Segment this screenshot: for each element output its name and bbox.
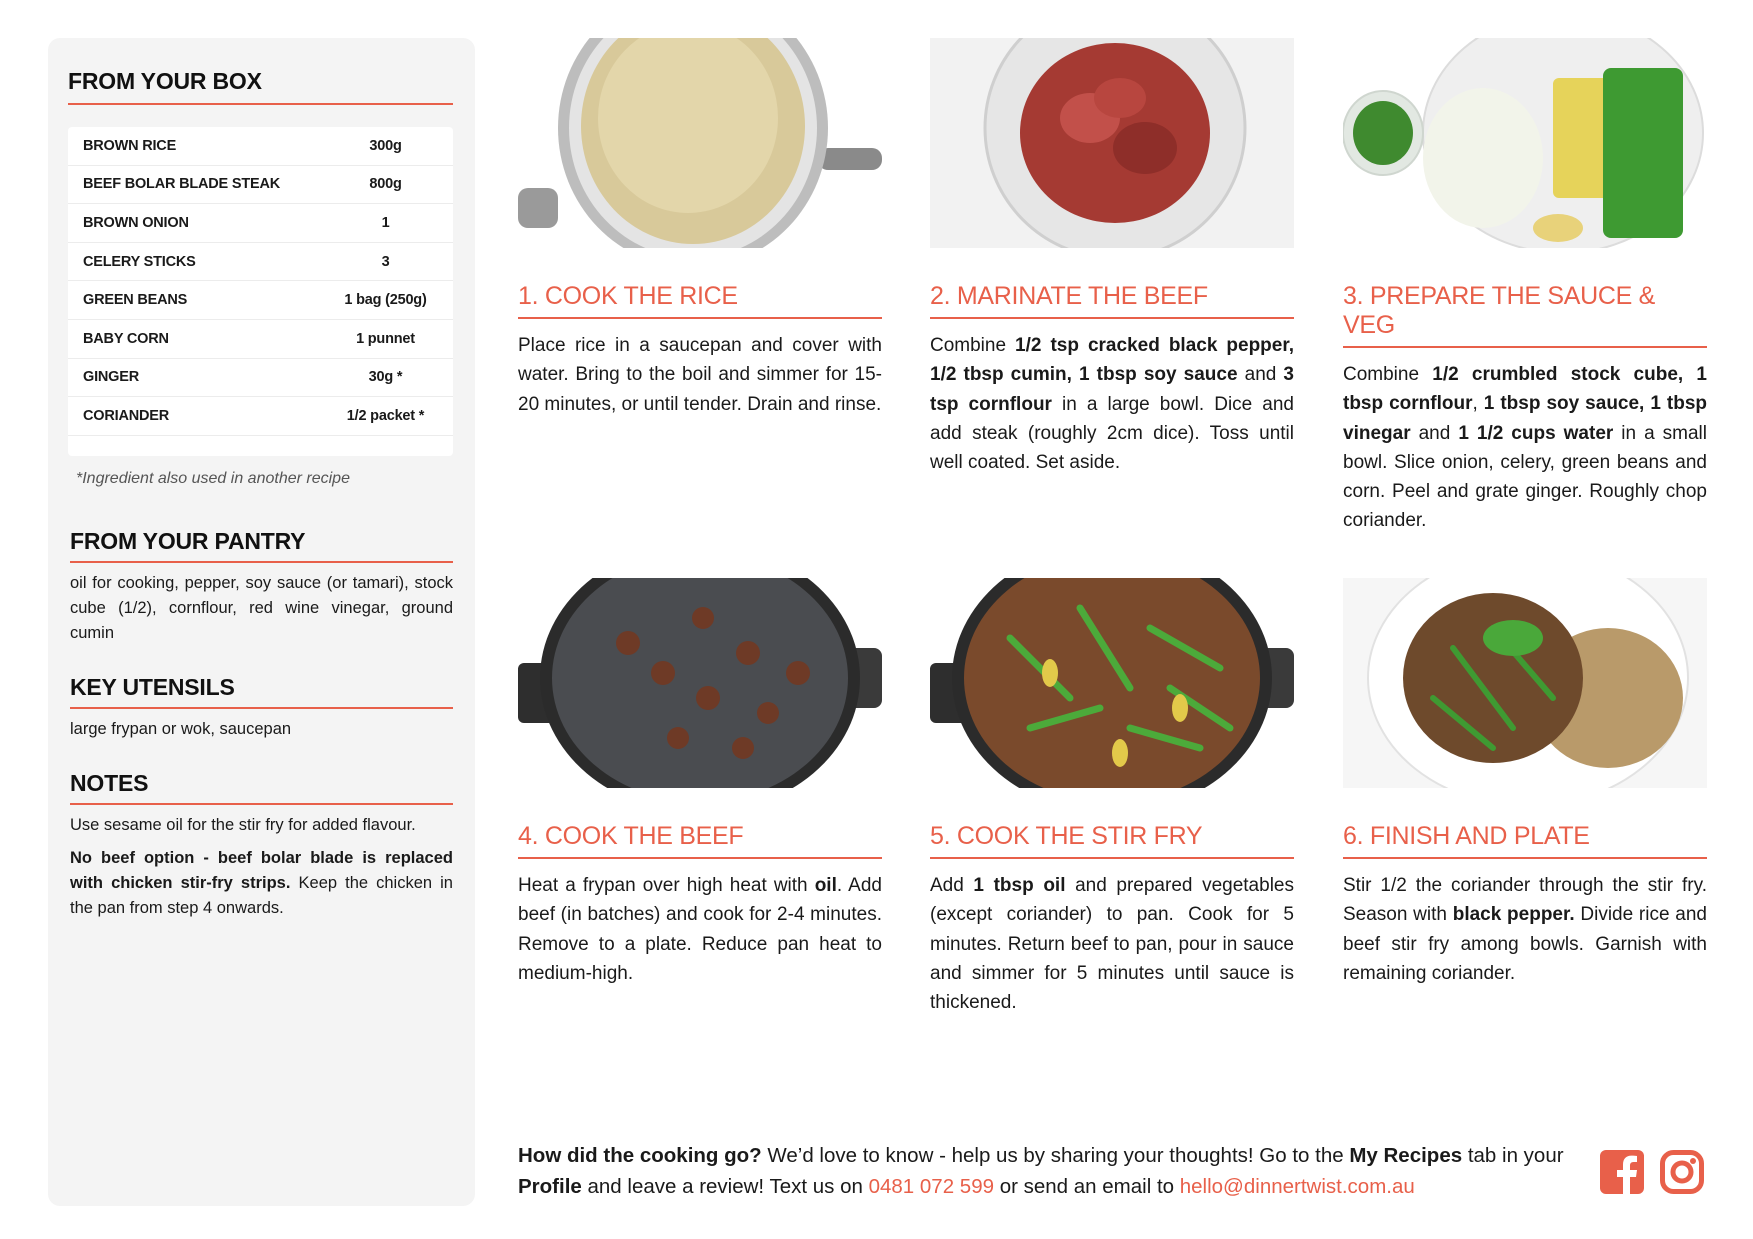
step-text-run: Place rice in a saucepan and cover with water. Bring to the boil and simmer for 15-20 minutes, or until tender. Drain and rinse.	[518, 335, 882, 415]
feedback-text: tab in your	[1462, 1144, 1564, 1167]
social-links	[1600, 1150, 1704, 1194]
step-text-bold: 1 1/2 cups water	[1458, 422, 1614, 444]
ingredient-name: GINGER	[83, 369, 139, 386]
step-5	[930, 578, 1294, 1017]
ingredient-row	[68, 166, 453, 205]
step-text-run: and	[1237, 364, 1284, 386]
step-6	[1343, 578, 1707, 988]
step-4	[518, 578, 882, 988]
step-text-run: Combine	[1343, 364, 1433, 385]
ingredient-name: BROWN RICE	[83, 137, 177, 154]
step-text-run: Stir 1/2 the coriander through the stir fry. Season with	[1343, 875, 1707, 926]
step-text-bold: 3 tsp cornflour	[930, 364, 1294, 415]
ingredient-qty: 300g	[369, 137, 402, 154]
step-text	[1343, 871, 1707, 988]
notes-section	[68, 770, 453, 921]
utensils-text: large frypan or wok, saucepan	[70, 719, 292, 738]
from-your-box-heading: FROM YOUR BOX	[68, 68, 453, 105]
step-text	[930, 331, 1294, 477]
step-text-run: Divide rice and beef stir fry among bowls. Garnish with remaining coriander.	[1343, 904, 1707, 984]
step-text-run: . Add beef (in batches) and cook for 2-4 minutes. Remove to a plate. Reduce pan heat to medium-high.	[518, 875, 882, 984]
ingredient-qty: 1	[381, 214, 390, 231]
step-text	[518, 871, 882, 988]
profile-label: Profile	[518, 1175, 582, 1198]
ingredient-name: CORIANDER	[83, 407, 170, 424]
step-3	[1343, 38, 1707, 536]
ingredients-panel	[48, 38, 475, 1206]
shared-ingredient-footnote: *Ingredient also used in another recipe	[76, 469, 350, 487]
ingredient-qty: 1/2 packet *	[346, 407, 425, 424]
ingredient-qty: 800g	[369, 176, 402, 193]
step-title: 2. MARINATE THE BEEF	[930, 282, 1294, 319]
notes-heading: NOTES	[70, 770, 453, 805]
ingredient-name: BABY CORN	[83, 330, 169, 347]
step-text-bold: 1/2 crumbled stock cube, 1 tbsp cornflour	[1343, 364, 1707, 415]
ingredient-row	[68, 359, 453, 398]
step-title: 1. COOK THE RICE	[518, 282, 882, 319]
pantry-heading: FROM YOUR PANTRY	[70, 528, 453, 563]
instagram-icon[interactable]	[1660, 1150, 1704, 1194]
step-title: 4. COOK THE BEEF	[518, 822, 882, 859]
step-image	[1343, 578, 1707, 788]
ingredient-name: CELERY STICKS	[83, 253, 196, 270]
step-text-run: ,	[1472, 393, 1484, 415]
step-text-run: Add	[930, 875, 974, 896]
note-sesame: Use sesame oil for the stir fry for added flavour.	[70, 815, 416, 834]
step-text-bold: 1/2 tsp cracked black pepper, 1/2 tbsp cumin, 1 tbsp soy sauce	[930, 335, 1294, 386]
note-no-beef	[70, 846, 453, 921]
step-text-run: Heat a frypan over high heat with	[518, 875, 815, 896]
utensils-heading: KEY UTENSILS	[70, 674, 453, 709]
feedback-text: or send an email to	[994, 1175, 1180, 1198]
step-image	[930, 38, 1294, 248]
step-text	[1343, 360, 1707, 536]
step-text-bold: black pepper.	[1452, 904, 1575, 926]
step-image	[930, 578, 1294, 788]
ingredient-qty: 1 punnet	[356, 330, 415, 347]
step-title: 5. COOK THE STIR FRY	[930, 822, 1294, 859]
ingredients-table	[68, 127, 453, 456]
ingredient-name: BEEF BOLAR BLADE STEAK	[83, 176, 280, 193]
step-image	[518, 38, 882, 248]
ingredient-row	[68, 281, 453, 320]
step-text-run: and prepared vegetables (except coriander) to pan. Cook for 5 minutes. Return beef to pan, pour in sauce and simmer for 5 minutes until sauce is thickened.	[930, 875, 1294, 1014]
step-text-bold: 1 tbsp oil	[973, 875, 1066, 896]
feedback-question: How did the cooking go?	[518, 1144, 762, 1167]
step-text-bold: 1 tbsp soy sauce, 1 tbsp vinegar	[1343, 393, 1707, 444]
feedback-footer	[518, 1140, 1578, 1202]
step-2	[930, 38, 1294, 477]
ingredient-qty: 3	[381, 253, 390, 270]
my-recipes-label: My Recipes	[1349, 1144, 1463, 1167]
step-text-run: and	[1410, 422, 1459, 444]
ingredient-qty: 1 bag (250g)	[344, 292, 427, 309]
step-title: 3. PREPARE THE SAUCE & VEG	[1343, 282, 1707, 348]
step-text	[518, 331, 882, 419]
ingredient-row	[68, 243, 453, 282]
ingredient-row	[68, 397, 453, 436]
pantry-text: oil for cooking, pepper, soy sauce (or tamari), stock cube (1/2), cornflour, red wine vinegar, ground cumin	[70, 573, 453, 642]
ingredient-qty: 30g *	[368, 369, 403, 386]
step-text-run: in a small bowl. Slice onion, celery, green beans and corn. Peel and grate ginger. Roughly chop coriander.	[1343, 422, 1708, 532]
note-no-beef-bold: No beef option - beef bolar blade is replaced with chicken stir-fry strips.	[70, 848, 453, 892]
phone-number-link[interactable]: 0481 072 599	[868, 1175, 994, 1198]
ingredient-name: GREEN BEANS	[83, 292, 188, 309]
email-link[interactable]: hello@dinnertwist.com.au	[1179, 1175, 1415, 1198]
note-no-beef-rest: Keep the chicken in the pan from step 4 onwards.	[70, 873, 453, 917]
step-image	[1343, 38, 1707, 248]
feedback-text: and leave a review! Text us on	[581, 1175, 869, 1198]
ingredient-row	[68, 204, 453, 243]
facebook-icon[interactable]	[1600, 1150, 1644, 1194]
ingredient-row	[68, 320, 453, 359]
ingredient-name: BROWN ONION	[83, 214, 189, 231]
feedback-text: We’d love to know - help us by sharing your thoughts! Go to the	[761, 1144, 1350, 1167]
step-image	[518, 578, 882, 788]
step-text-bold: oil	[814, 875, 837, 896]
step-title: 6. FINISH AND PLATE	[1343, 822, 1707, 859]
step-text-run: in a large bowl. Dice and add steak (roughly 2cm dice). Toss until well coated. Set aside.	[930, 393, 1294, 474]
pantry-section	[68, 528, 453, 646]
ingredient-row	[68, 127, 453, 166]
step-1	[518, 38, 882, 419]
utensils-section	[68, 674, 453, 742]
step-text-run: Combine	[930, 335, 1016, 356]
step-text	[930, 871, 1294, 1017]
